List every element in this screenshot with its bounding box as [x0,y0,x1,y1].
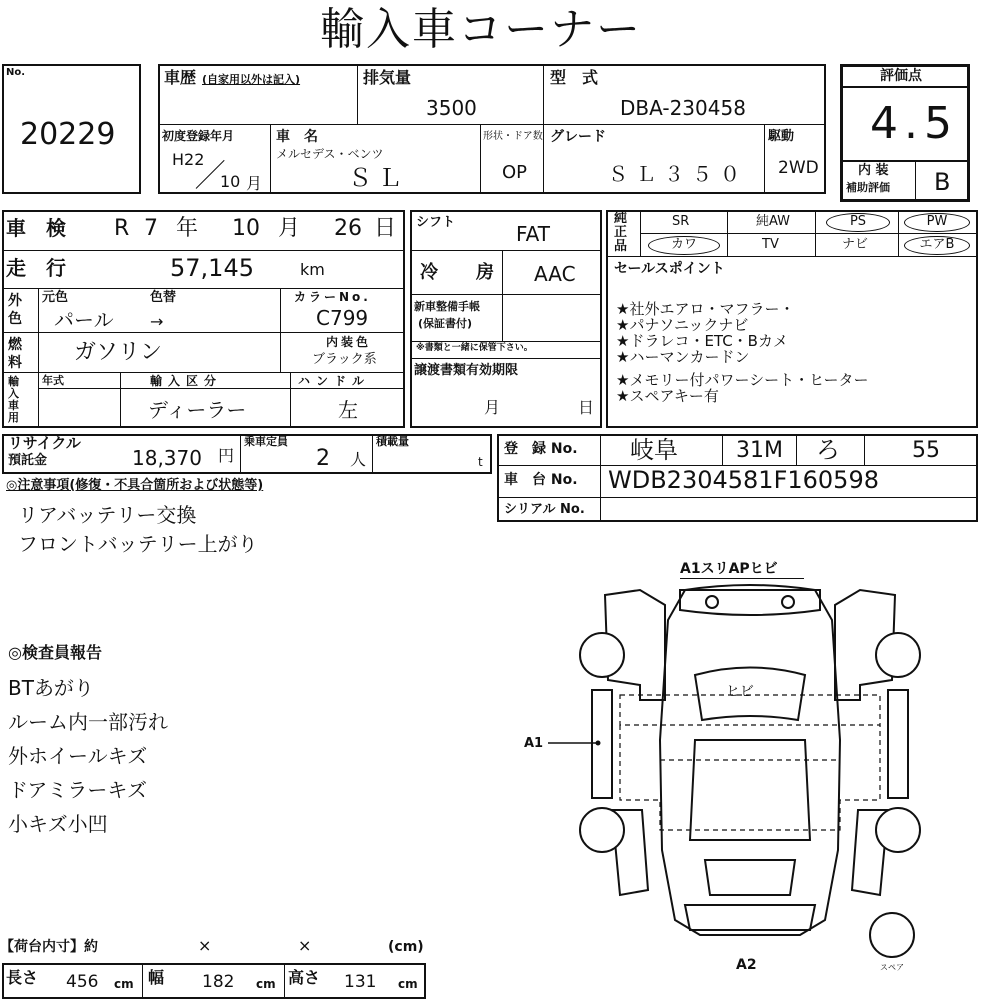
year-label: 年式 [42,374,64,387]
rear-window [705,860,795,895]
recycle-sub-label: 預託金 [8,453,48,468]
diagram-front-note: A1スリAPヒビ [680,561,778,577]
import-type-label: 輸入区分 [150,374,223,388]
diagram-spare-label: スペア [880,963,904,972]
transfer-day: 日 [578,398,595,417]
grade-label: グレード [550,129,606,145]
chassis-label: 車 台 No. [504,472,578,488]
displacement-label: 排気量 [363,68,412,87]
notes-label: ◎注意事項(修復・不具合箇所および状態等) [6,478,264,493]
first-reg-era: H22 [172,150,205,169]
car-name: ＳＬ [348,164,408,192]
load-unit: t [478,455,483,469]
first-reg-month: 10 [220,172,241,191]
reg-num: 55 [912,438,940,463]
int-color-label: 内装色 [326,335,372,349]
color-no-label: カラーNo. [294,290,371,304]
model-label: 型 式 [550,68,599,87]
height-unit: cm [398,977,418,991]
sales-point: ★ハーマンカードン [616,348,750,366]
maint-label: 新車整備手帳 [414,300,480,313]
doors-label: 形状・ドア数 [483,131,543,142]
ac: AAC [534,262,576,286]
inspection-label: 車 検 [6,216,66,240]
sales-point: ★ドラレコ・ETC・Bカメ [616,332,788,350]
recycle-unit: 円 [218,446,235,465]
inspection-era: R [114,216,130,241]
inspection-month-unit: 月 [278,216,301,241]
reg-kana: ろ [816,436,840,464]
first-reg-label: 初度登録年月 [162,129,235,143]
import-type: ディーラー [148,398,247,422]
maint-note: ※書類と一緒に保管下さい。 [416,343,533,353]
inspection-year-unit: 年 [176,216,199,241]
inspector-item: BTあがり [8,676,94,700]
interior-label: 内 装 [858,163,889,178]
transfer-label: 譲渡書類有効期限 [414,363,519,378]
inspection-month: 10 [232,216,260,241]
recycle: 18,370 [132,446,202,470]
mileage-unit: km [300,260,325,279]
sales-point: ★パナソニックナビ [616,316,749,334]
width: 182 [202,972,235,992]
orig-color-label: 元色 [42,290,69,305]
shift: FAT [516,222,551,246]
chassis: WDB2304581F160598 [608,466,879,494]
model: DBA-230458 [620,96,746,120]
equip-leather: カワ [648,236,720,255]
doors: OP [502,162,528,183]
first-reg-month-unit: 月 [246,174,263,193]
equip-pw: PW [904,213,970,232]
handle-label: ハンドル [298,374,371,388]
equip-navi: ナビ [842,237,869,252]
note-item: リアバッテリー交換 [18,503,197,527]
cargo-x1: × [198,936,212,955]
name-label: 車 名 [276,129,318,145]
interior-grade: B [934,168,951,196]
color-no: C799 [316,306,369,330]
rating: 4.5 [870,98,958,149]
fuel: ガソリン [74,340,163,365]
length-unit: cm [114,977,134,991]
diagram-rear-note: A2 [736,957,757,973]
rear-bumper [685,905,815,930]
inspector-item: 外ホイールキズ [8,744,148,768]
rating-label: 評価点 [880,68,922,84]
width-unit: cm [256,977,276,991]
fuel-label: 燃料 [8,337,22,371]
cargo-x2: × [298,936,312,955]
front-note-underline [680,578,804,579]
cargo-unit: (cm) [388,939,424,955]
int-color: ブラック系 [312,352,377,367]
reg-area: 岐阜 [630,436,678,464]
inspector-item: 小キズ小凹 [8,812,108,836]
right-door [888,690,908,798]
interior-sub-label: 補助評価 [846,181,890,194]
maker: メルセデス・ベンツ [276,147,384,161]
sales-label: セールスポイント [614,261,725,277]
inspector-item: ルーム内一部汚れ [8,710,168,734]
handle: 左 [338,398,358,422]
cargo-label: 【荷台内寸】約 [0,939,98,955]
equip-label: 純正品 [614,211,628,254]
drive: 2WD [778,158,819,178]
diagram-glass-note: ヒビ [726,684,754,700]
no-label: No. [6,67,26,78]
diagram-left-note: A1 [524,736,544,751]
stock-no: 20229 [20,117,116,152]
sales-point: ★社外エアロ・マフラー・ [616,300,795,318]
ac-label: 冷 房 [420,262,504,283]
equip-sr: SR [672,214,690,229]
left-door [592,690,612,798]
mileage-label: 走 行 [6,256,66,280]
front-light-left [706,596,718,608]
reg-class: 31M [736,438,783,463]
transfer-month: 月 [484,398,501,417]
reg-label: 登 録 No. [504,441,578,457]
displacement: 3500 [426,96,477,120]
width-label: 幅 [148,968,165,987]
history-note: (自家用以外は記入) [202,73,301,86]
spare-tire [870,913,914,957]
height-label: 高さ [288,968,321,987]
drive-label: 駆動 [768,129,795,144]
shift-label: シフト [416,215,456,230]
load-label: 積載量 [376,435,409,448]
wheel-rear-left [580,808,624,852]
wheel-front-right [876,633,920,677]
height: 131 [344,972,377,992]
equip-aw: 純AW [756,214,791,229]
sales-point: ★メモリー付パワーシート・ヒーター [616,371,869,389]
front-bumper [680,590,820,615]
length-label: 長さ [6,968,39,987]
length: 456 [66,972,99,992]
maint-sub-label: (保証書付) [418,317,473,330]
inspection-year: 7 [144,216,158,241]
serial-label: シリアル No. [504,502,585,517]
mileage: 57,145 [170,254,254,282]
import-label: 輸入車用 [8,375,19,424]
repaint-label: 色替 [150,290,177,305]
orig-color: パール [54,308,114,332]
inspection-day-unit: 日 [374,216,397,241]
inspector-label: ◎検査員報告 [8,643,102,662]
capacity-label: 乗車定員 [244,435,288,448]
recycle-label: リサイクル [8,434,81,452]
wheel-front-left [580,633,624,677]
capacity-unit: 人 [350,450,367,469]
equip-airbag: エアB [904,236,970,255]
grade: ＳＬ３５０ [608,162,748,186]
inspector-item: ドアミラーキズ [8,778,147,802]
history-label: 車歴 [164,68,197,87]
repaint-arrow: → [150,312,164,331]
capacity: 2 [316,446,330,471]
wheel-rear-right [876,808,920,852]
equip-ps: PS [826,213,890,232]
ext-color-label: 外色 [8,293,22,327]
inspection-day: 26 [334,216,362,241]
cabin-outline [690,740,810,840]
sales-point: ★スペアキー有 [616,387,719,405]
note-item: フロントバッテリー上がり [18,532,258,556]
equip-tv: TV [762,237,779,252]
front-light-right [782,596,794,608]
car-damage-diagram [500,560,940,980]
page-title: 輸入車コーナー [320,4,642,55]
